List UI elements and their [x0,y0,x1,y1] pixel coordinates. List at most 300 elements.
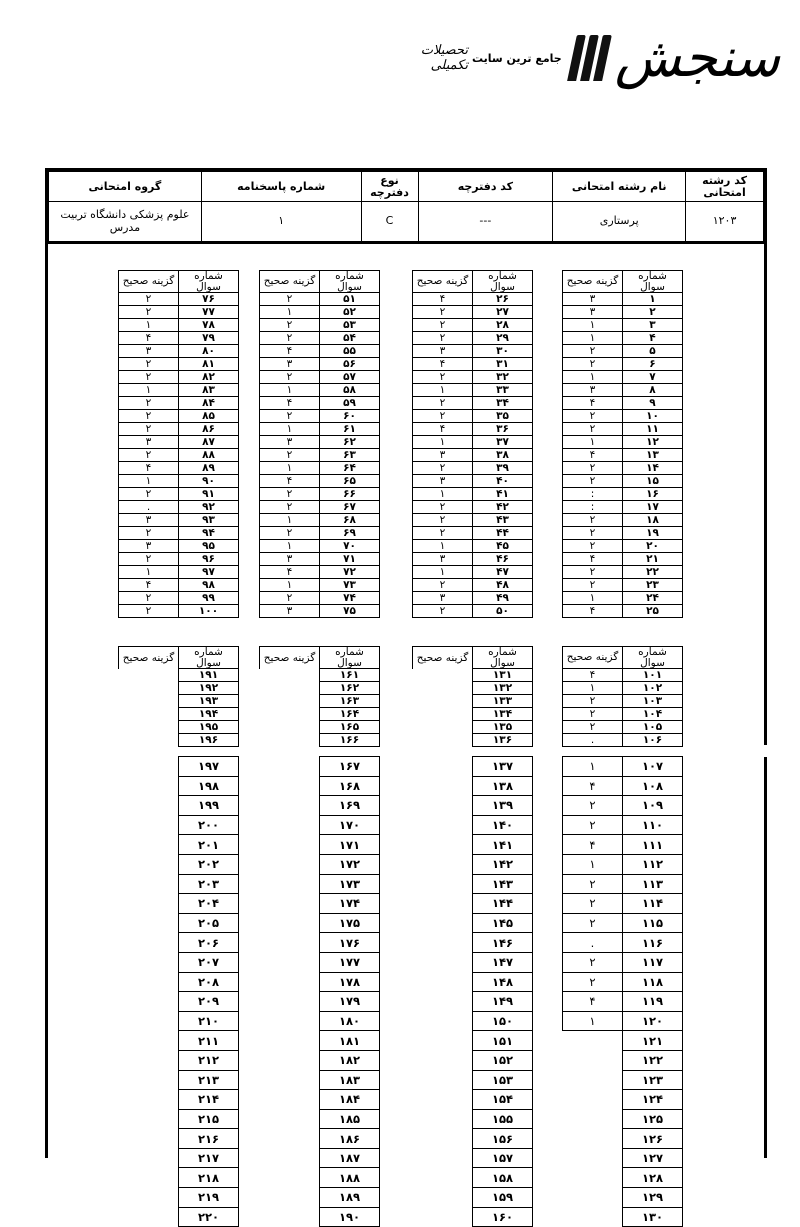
answer-row [260,776,380,796]
question-number: ۳۵ [473,410,533,423]
question-number: ۱۶۲ [320,682,380,695]
answer-row [119,796,239,816]
correct-option: ۲ [260,488,320,501]
answer-row [413,501,533,514]
correct-option [413,933,473,953]
correct-option: ۲ [563,410,623,423]
correct-option [260,972,320,992]
answer-row [119,410,239,423]
answer-row [413,306,533,319]
question-number: ۱۳۳ [473,695,533,708]
question-number: ۱۹۷ [179,757,239,777]
correct-option [563,1168,623,1188]
question-number: ۱۰۳ [623,695,683,708]
question-number: ۶۷ [320,501,380,514]
correct-option: ۲ [413,605,473,618]
answer-row [413,835,533,855]
question-number: ۲۰۳ [179,874,239,894]
answer-row [413,972,533,992]
correct-option: ۳ [563,306,623,319]
correct-option: ۲ [119,488,179,501]
correct-option-header: گزینه صحیح [563,271,623,293]
correct-option: ۱ [260,384,320,397]
answer-row [413,1011,533,1031]
answer-row [119,1109,239,1129]
answer-row [260,592,380,605]
value-answer-key-number: ۱ [201,202,361,242]
correct-option: ۴ [563,669,623,682]
answer-row [563,553,683,566]
question-number: ۲۱۱ [179,1031,239,1051]
answer-row [119,854,239,874]
correct-option: ۱ [260,423,320,436]
answer-row [260,462,380,475]
answer-row [260,332,380,345]
question-number: ۱۰۹ [623,796,683,816]
question-number: ۲۰۸ [179,972,239,992]
question-number: ۸۱ [179,358,239,371]
correct-option: ۱ [119,566,179,579]
correct-option [413,894,473,914]
question-number: ۴۹ [473,592,533,605]
answer-row [119,682,239,695]
answer-row [413,423,533,436]
question-number: ۹۹ [179,592,239,605]
answer-row [260,1050,380,1070]
correct-option: ۲ [563,721,623,734]
question-number: ۷۳ [320,579,380,592]
answer-row [119,527,239,540]
correct-option: ۲ [413,397,473,410]
correct-option [563,1207,623,1227]
correct-option [413,1070,473,1090]
answer-row [119,397,239,410]
question-number: ۱۱۸ [623,972,683,992]
question-number: ۱۴ [623,462,683,475]
correct-option: ۱ [563,371,623,384]
answer-row [260,345,380,358]
correct-option [260,1011,320,1031]
correct-option: . [119,501,179,514]
answer-row [119,952,239,972]
answer-row [413,579,533,592]
question-number: ۶۶ [320,488,380,501]
correct-option: ۲ [563,796,623,816]
logo-tagline: جامع ترین سایت [471,51,562,65]
correct-option [413,854,473,874]
correct-option: ۲ [119,371,179,384]
question-number: ۲۰۶ [179,933,239,953]
correct-option [413,1050,473,1070]
correct-option [260,734,320,747]
correct-option: ۴ [563,776,623,796]
answer-row [413,410,533,423]
answer-row [563,384,683,397]
correct-option [119,913,179,933]
answer-row [563,371,683,384]
sanjesh-logo [420,18,780,98]
question-number: ۱۰۵ [623,721,683,734]
correct-option: ۴ [563,397,623,410]
question-number: ۱۳۵ [473,721,533,734]
question-number: ۱۸۴ [320,1090,380,1110]
header-field-name: نام رشته امتحانی [553,172,686,202]
answer-row [413,475,533,488]
answer-row [563,669,683,682]
answer-row [563,796,683,816]
correct-option: ۴ [413,293,473,306]
question-number: ۲۳ [623,579,683,592]
correct-option: ۲ [260,527,320,540]
question-number: ۱۵۰ [473,1011,533,1031]
answer-row [413,384,533,397]
question-number: ۱۰۱ [623,669,683,682]
question-number: ۱۴۲ [473,854,533,874]
question-number: ۱۲ [623,436,683,449]
question-number: ۱۱۳ [623,874,683,894]
correct-option: ۲ [563,462,623,475]
question-number: ۱۰۴ [623,708,683,721]
question-number: ۱۱۲ [623,854,683,874]
answer-row [563,835,683,855]
question-number: ۳۶ [473,423,533,436]
correct-option [119,1050,179,1070]
question-number: ۲۲ [623,566,683,579]
answer-row [260,815,380,835]
correct-option [119,776,179,796]
answer-row [413,345,533,358]
question-number: ۵ [623,345,683,358]
answer-row [119,384,239,397]
correct-option: ۳ [413,345,473,358]
question-number: ۱۸۸ [320,1168,380,1188]
correct-option: ۴ [413,423,473,436]
question-number: ۳۲ [473,371,533,384]
answer-column [412,270,533,618]
correct-option [119,708,179,721]
answer-row [119,708,239,721]
answer-row [260,1070,380,1090]
correct-option: ۲ [119,527,179,540]
correct-option: ۴ [260,475,320,488]
question-number: ۶۴ [320,462,380,475]
answer-row [413,721,533,734]
answer-row [563,952,683,972]
question-number: ۲۱۰ [179,1011,239,1031]
correct-option [260,952,320,972]
question-number: ۲۱ [623,553,683,566]
correct-option: ۴ [260,566,320,579]
answer-row [260,1031,380,1051]
question-number: ۷ [623,371,683,384]
correct-option-header: گزینه صحیح [413,271,473,293]
question-number: ۵۳ [320,319,380,332]
correct-option: ۲ [260,501,320,514]
answer-row [119,306,239,319]
question-number: ۱۱۴ [623,894,683,914]
question-number: ۸۸ [179,449,239,462]
answer-column [118,270,239,618]
correct-option: ۱ [260,306,320,319]
question-number: ۱۵ [623,475,683,488]
correct-option: ۲ [119,397,179,410]
answer-row [119,1188,239,1208]
correct-option [413,874,473,894]
question-number: ۱۶۳ [320,695,380,708]
correct-option [260,854,320,874]
correct-option [413,972,473,992]
correct-option: ۲ [119,410,179,423]
answer-row [563,1188,683,1208]
correct-option [119,682,179,695]
answer-row [119,1090,239,1110]
answer-row [413,1168,533,1188]
question-number: ۱۳۲ [473,682,533,695]
correct-option: ۳ [413,592,473,605]
answer-row [563,306,683,319]
question-number: ۱۳۱ [473,669,533,682]
question-number: ۲۰۴ [179,894,239,914]
answer-row [260,952,380,972]
question-number: ۲۱۵ [179,1109,239,1129]
question-number: ۳۳ [473,384,533,397]
question-number: ۳۹ [473,462,533,475]
correct-option [260,1090,320,1110]
correct-option [119,757,179,777]
correct-option: ۱ [563,682,623,695]
question-number: ۹۳ [179,514,239,527]
answer-row [563,757,683,777]
question-number: ۱۳۴ [473,708,533,721]
answer-row [563,1031,683,1051]
correct-option: ۳ [413,449,473,462]
correct-option: ۴ [119,332,179,345]
answer-row [260,527,380,540]
question-number: ۱۲۳ [623,1070,683,1090]
correct-option: ۲ [119,423,179,436]
correct-option [260,721,320,734]
correct-option [413,1148,473,1168]
answer-row [563,992,683,1012]
correct-option [119,992,179,1012]
question-number: ۱۸۲ [320,1050,380,1070]
answer-row [260,306,380,319]
answer-row [119,553,239,566]
correct-option [413,776,473,796]
correct-option: : [563,488,623,501]
question-number: ۴۲ [473,501,533,514]
question-number: ۲۱۸ [179,1168,239,1188]
correct-option: ۲ [563,579,623,592]
question-number: ۱۴۱ [473,835,533,855]
answer-row [260,553,380,566]
question-number: ۶۸ [320,514,380,527]
answer-row [413,874,533,894]
answer-row [260,721,380,734]
logo-script: تحصیلات تکمیلی [420,43,468,73]
answer-row [413,540,533,553]
answer-row [119,695,239,708]
question-number: ۱۷۱ [320,835,380,855]
header-answer-key-number: شماره پاسخنامه [201,172,361,202]
question-number: ۱۴۵ [473,913,533,933]
question-number: ۱۲۵ [623,1109,683,1129]
correct-option: ۲ [119,293,179,306]
correct-option: ۱ [563,332,623,345]
correct-option [260,874,320,894]
answer-row [413,488,533,501]
correct-option [563,1090,623,1110]
correct-option: ۲ [563,475,623,488]
question-number: ۱۲۸ [623,1168,683,1188]
question-number: ۳۸ [473,449,533,462]
correct-option [413,1011,473,1031]
correct-option [119,796,179,816]
question-number: ۱۶۰ [473,1207,533,1227]
answer-row [563,1207,683,1227]
question-number: ۱۴۹ [473,992,533,1012]
correct-option [413,815,473,835]
correct-option [413,1109,473,1129]
correct-option [119,835,179,855]
answer-row [413,1129,533,1149]
correct-option [260,1129,320,1149]
answer-row [119,669,239,682]
correct-option [119,734,179,747]
correct-option: ۴ [119,579,179,592]
question-number: ۱۲۱ [623,1031,683,1051]
answer-row [260,449,380,462]
answer-row [413,669,533,682]
correct-option: ۱ [563,757,623,777]
correct-option [260,1109,320,1129]
correct-option: ۳ [260,436,320,449]
answer-row [260,1148,380,1168]
answer-row [119,475,239,488]
answer-row [413,1070,533,1090]
question-number: ۴۴ [473,527,533,540]
question-number: ۱۲۷ [623,1148,683,1168]
correct-option: ۲ [413,332,473,345]
question-number: ۱۱۵ [623,913,683,933]
question-number: ۸۳ [179,384,239,397]
correct-option [260,1207,320,1227]
correct-option: ۲ [119,449,179,462]
question-number: ۱۰۷ [623,757,683,777]
question-number: ۱۲۹ [623,1188,683,1208]
correct-option [260,992,320,1012]
question-number: ۵۹ [320,397,380,410]
question-number: ۱۹۰ [320,1207,380,1227]
answer-row [563,1070,683,1090]
correct-option: ۲ [563,952,623,972]
answer-row [119,566,239,579]
answer-row [260,1188,380,1208]
answer-row [563,488,683,501]
correct-option [119,1011,179,1031]
question-number: ۹۴ [179,527,239,540]
answer-row [119,345,239,358]
answer-row [119,835,239,855]
answer-column [412,756,533,1227]
answer-row [260,1207,380,1227]
correct-option: ۴ [563,605,623,618]
answer-row [260,835,380,855]
answer-row [119,874,239,894]
answer-row [260,488,380,501]
correct-option: ۳ [413,475,473,488]
question-number: ۱۶۶ [320,734,380,747]
question-number: ۱۴۳ [473,874,533,894]
answer-row [563,514,683,527]
correct-option: ۱ [563,1011,623,1031]
correct-option [563,1109,623,1129]
question-number: ۲۸ [473,319,533,332]
answer-row [413,462,533,475]
answer-row [413,592,533,605]
correct-option [413,1207,473,1227]
books-icon [567,35,612,81]
question-number: ۱۵۵ [473,1109,533,1129]
correct-option [563,1050,623,1070]
question-number: ۵۷ [320,371,380,384]
answer-row [563,933,683,953]
answer-row [260,695,380,708]
answer-row [563,894,683,914]
correct-option [413,695,473,708]
answer-row [260,669,380,682]
question-number: ۲۱۴ [179,1090,239,1110]
answer-row [260,894,380,914]
question-number: ۶۲ [320,436,380,449]
answer-column [562,756,683,1227]
question-number: ۱۶۱ [320,669,380,682]
answer-row [119,1148,239,1168]
answer-row [119,992,239,1012]
correct-option: ۳ [260,358,320,371]
answer-row [563,1109,683,1129]
answer-row [563,913,683,933]
question-number: ۱۳۷ [473,757,533,777]
answer-row [563,1129,683,1149]
correct-option [413,1031,473,1051]
correct-option [413,1188,473,1208]
question-number: ۴ [623,332,683,345]
correct-option: ۴ [119,462,179,475]
answer-row [119,319,239,332]
question-number: ۳۰ [473,345,533,358]
answer-row [119,462,239,475]
question-number: ۲۰۷ [179,952,239,972]
answer-row [413,1188,533,1208]
answer-row [260,913,380,933]
answer-row [413,815,533,835]
answer-row [119,721,239,734]
correct-option: ۲ [563,358,623,371]
question-number: ۲۲۰ [179,1207,239,1227]
question-number: ۱۵۱ [473,1031,533,1051]
question-number: ۱۱۰ [623,815,683,835]
answer-row [119,358,239,371]
value-exam-group: علوم پزشکی دانشگاه تربیت مدرس [49,202,202,242]
correct-option [119,1109,179,1129]
question-number: ۱۷۷ [320,952,380,972]
correct-option: ۲ [260,592,320,605]
correct-option: ۲ [413,462,473,475]
answer-row [413,319,533,332]
correct-option [260,682,320,695]
answer-row [119,449,239,462]
